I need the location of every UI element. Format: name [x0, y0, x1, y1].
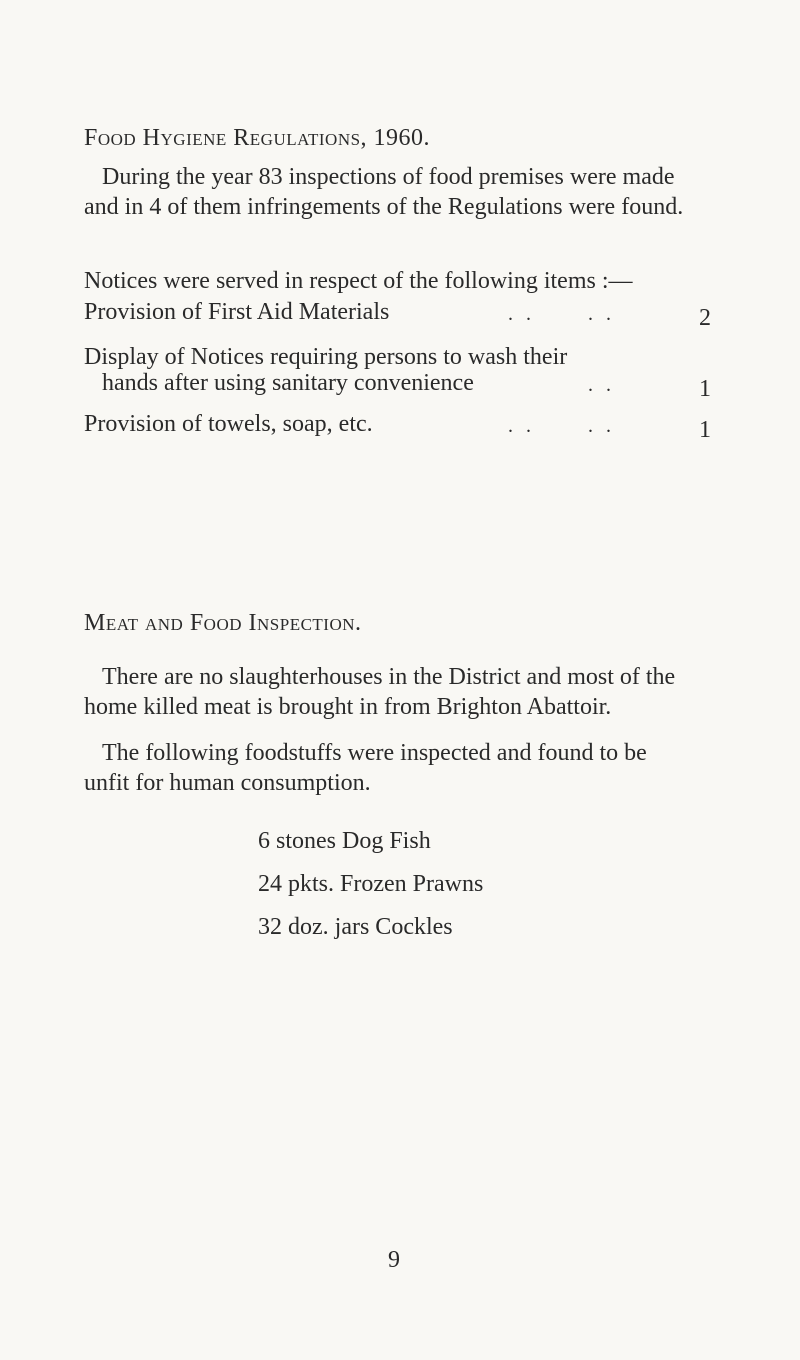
section-heading-food-hygiene: Food Hygiene Regulations, 1960.	[84, 125, 431, 151]
leader-dots: . .	[508, 415, 535, 437]
notice-item-count: 1	[699, 417, 711, 443]
notice-item-count: 1	[699, 376, 711, 402]
meat-para1-line1: There are no slaughterhouses in the District and most of the	[102, 664, 676, 690]
intro-line-2: and in 4 of them infringements of the Regulations were found.	[84, 194, 684, 220]
section-heading-meat-inspection: Meat and Food Inspection.	[84, 610, 362, 636]
notices-line: Notices were served in respect of the following items :—	[84, 268, 633, 294]
foodstuff-item: 32 doz. jars Cockles	[258, 914, 453, 940]
notice-item-label-continued: hands after using sanitary convenience	[102, 370, 474, 396]
meat-para2-line2: unfit for human consumption.	[84, 770, 371, 796]
intro-line-1: During the year 83 inspections of food premises were made	[102, 164, 675, 190]
meat-para1-line2: home killed meat is brought in from Brighton Abattoir.	[84, 694, 612, 720]
leader-dots: . .	[588, 415, 615, 437]
foodstuff-item: 24 pkts. Frozen Prawns	[258, 871, 484, 897]
notice-item-count: 2	[699, 305, 711, 331]
meat-para2-line1: The following foodstuffs were inspected and found to be	[102, 740, 647, 766]
foodstuff-item: 6 stones Dog Fish	[258, 828, 431, 854]
leader-dots: . .	[588, 374, 615, 396]
notice-item-label: Provision of First Aid Materials	[84, 299, 390, 325]
leader-dots: . .	[508, 303, 535, 325]
page-number: 9	[388, 1247, 400, 1273]
notice-item-label: Provision of towels, soap, etc.	[84, 411, 373, 437]
notice-item-label: Display of Notices requiring persons to wash their	[84, 344, 568, 370]
leader-dots: . .	[588, 303, 615, 325]
